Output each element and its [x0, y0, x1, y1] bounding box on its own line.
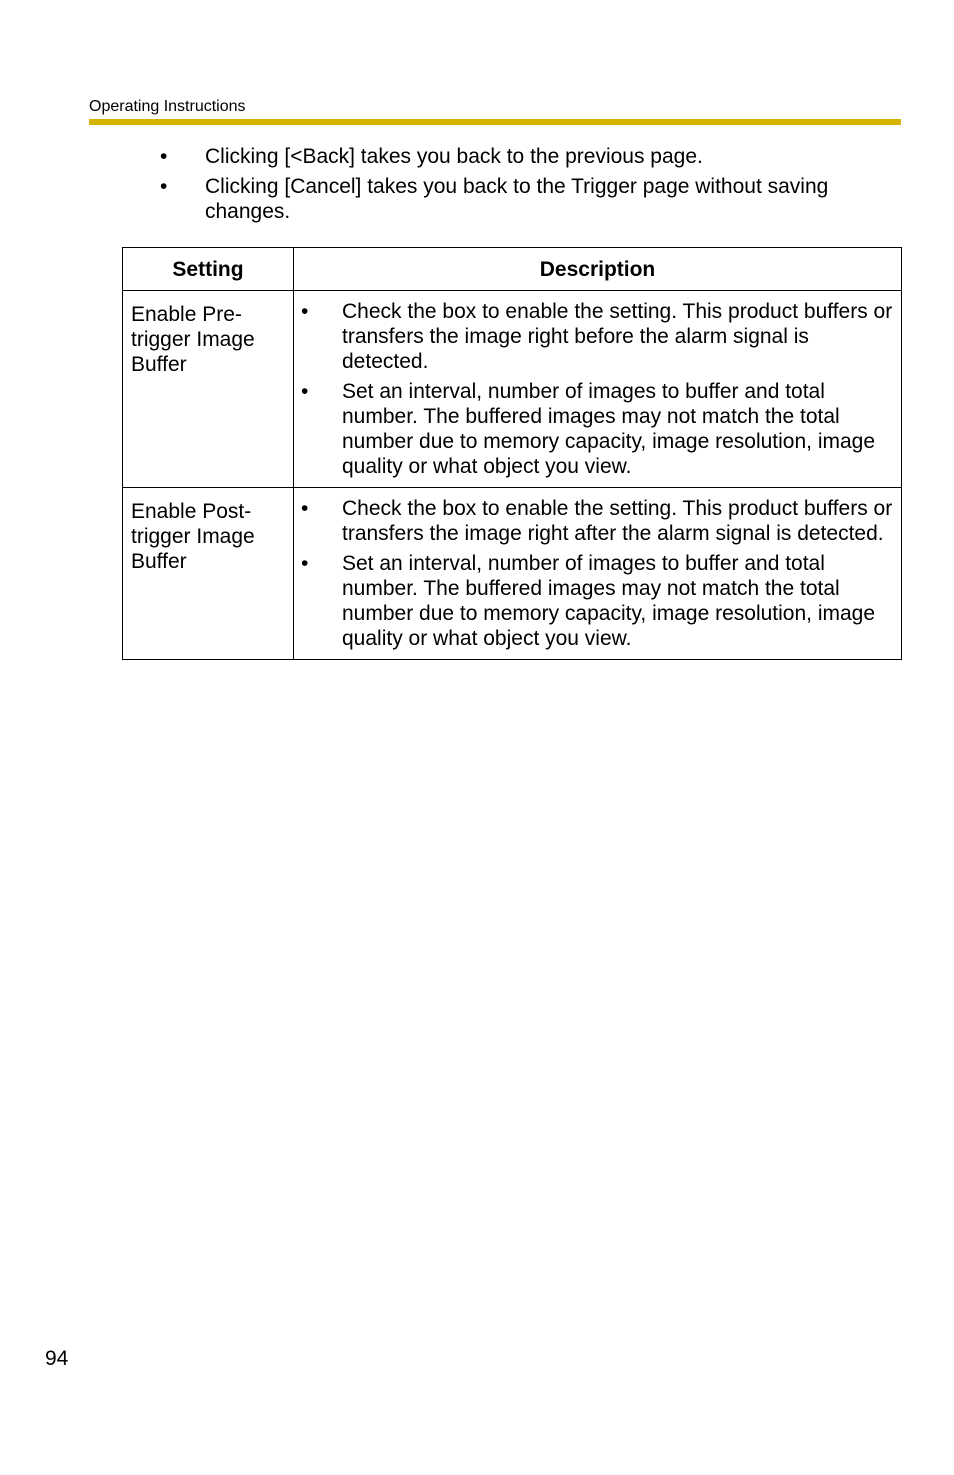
- description-text: Set an interval, number of images to buffer and total number. The buffered images may not match the total number due to memory capacity, image resolution, image quality or what object you view.: [342, 552, 876, 650]
- description-item: [301, 496, 896, 546]
- intro-bullet-text: Clicking [<Back] takes you back to the previous page.: [205, 145, 703, 168]
- description-list: [301, 496, 896, 651]
- table-row: [123, 291, 902, 488]
- bullet-icon: •: [160, 175, 168, 198]
- page-number: 94: [45, 1347, 69, 1370]
- description-item: [301, 551, 896, 651]
- bullet-icon: •: [301, 552, 309, 575]
- column-header-description: Description: [294, 248, 902, 291]
- setting-name-cell: Enable Post-trigger Image Buffer: [123, 488, 294, 660]
- bullet-icon: •: [301, 380, 309, 403]
- description-item: [301, 379, 896, 479]
- intro-bullet-item: [160, 174, 890, 224]
- description-cell: [294, 291, 902, 488]
- bullet-icon: •: [301, 497, 309, 520]
- description-item: [301, 299, 896, 374]
- column-header-setting: Setting: [123, 248, 294, 291]
- setting-name-cell: Enable Pre-trigger Image Buffer: [123, 291, 294, 488]
- running-header: Operating Instructions: [89, 98, 246, 115]
- bullet-icon: •: [301, 300, 309, 323]
- intro-bullet-item: [160, 144, 890, 169]
- bullet-icon: •: [160, 145, 168, 168]
- description-text: Set an interval, number of images to buffer and total number. The buffered images may not match the total number due to memory capacity, image resolution, image quality or what object you view.: [342, 380, 876, 478]
- description-cell: [294, 488, 902, 660]
- header-rule: [89, 119, 901, 125]
- description-text: Check the box to enable the setting. This product buffers or transfers the image right after the alarm signal is detected.: [342, 497, 893, 545]
- intro-bullet-list: [160, 144, 890, 229]
- description-list: [301, 299, 896, 479]
- table-row: [123, 488, 902, 660]
- intro-bullet-text: Clicking [Cancel] takes you back to the Trigger page without saving changes.: [205, 175, 829, 223]
- settings-table: [122, 247, 902, 660]
- description-text: Check the box to enable the setting. This product buffers or transfers the image right before the alarm signal is detected.: [342, 300, 893, 373]
- table-header-row: [123, 248, 902, 291]
